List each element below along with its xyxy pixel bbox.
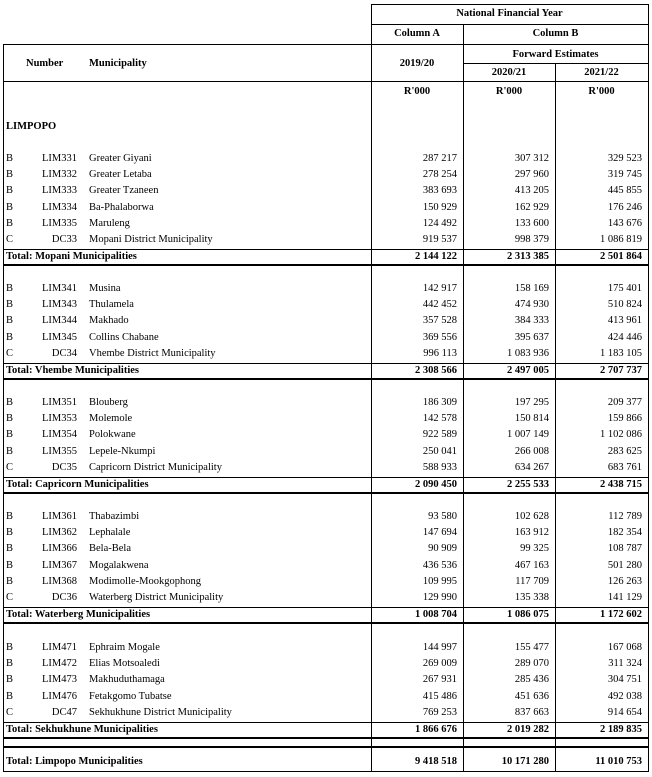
value-2020-21: 1 086 075 (507, 609, 549, 620)
category-cell: B (6, 560, 14, 571)
municipality-number: LIM354 (42, 429, 77, 440)
value-2020-21: 413 205 (514, 185, 549, 196)
header-bottom-border (3, 81, 648, 82)
municipality-number: DC47 (51, 707, 77, 718)
category-cell: B (6, 429, 14, 440)
value-2020-21: 1 007 149 (507, 429, 549, 440)
value-2020-21: 2 019 282 (507, 724, 549, 735)
value-2020-21: 998 379 (514, 234, 549, 245)
year-b2-header: 2021/22 (584, 67, 619, 78)
total-top-border (3, 477, 648, 478)
group-total-label: Total: Waterberg Municipalities (6, 609, 151, 620)
municipality-name: Vhembe District Municipality (89, 348, 216, 359)
category-cell: B (6, 202, 14, 213)
group-total-label: Total: Sekhukhune Municipalities (6, 724, 158, 735)
value-2019-20: 769 253 (422, 707, 457, 718)
value-2020-21: 2 255 533 (507, 479, 549, 490)
municipality-number: LIM334 (42, 202, 77, 213)
allocation-table (3, 4, 648, 772)
value-2019-20: 278 254 (422, 169, 457, 180)
value-2020-21: 384 333 (514, 315, 549, 326)
total-top-border (3, 249, 648, 250)
category-cell: B (6, 218, 14, 229)
category-cell: C (6, 707, 14, 718)
column-b-header: Column B (532, 28, 579, 39)
value-2020-21: 451 636 (514, 691, 549, 702)
municipality-number: DC35 (51, 462, 77, 473)
municipality-name: Maruleng (89, 218, 130, 229)
value-2019-20: 415 486 (422, 691, 457, 702)
value-2021-22: 176 246 (607, 202, 642, 213)
value-2020-21: 150 814 (514, 413, 549, 424)
category-cell: B (6, 299, 14, 310)
municipality-number: LIM355 (42, 446, 77, 457)
bottom-border (3, 771, 648, 772)
value-2021-22: 1 086 819 (600, 234, 642, 245)
category-cell: B (6, 674, 14, 685)
value-2021-22: 319 745 (607, 169, 642, 180)
header-divider (371, 24, 648, 25)
total-bottom-border (3, 737, 648, 739)
municipality-number: LIM473 (42, 674, 77, 685)
national-financial-year-header: National Financial Year (456, 8, 563, 19)
value-2019-20: 186 309 (422, 397, 457, 408)
value-2019-20: 267 931 (422, 674, 457, 685)
municipality-name: Molemole (89, 413, 133, 424)
municipality-name: Musina (89, 283, 121, 294)
value-2019-20: 588 933 (422, 462, 457, 473)
value-2020-21: 99 325 (520, 543, 549, 554)
municipality-number: LIM476 (42, 691, 77, 702)
category-cell: B (6, 543, 14, 554)
value-2019-20: 129 990 (422, 592, 457, 603)
municipality-number: DC34 (51, 348, 77, 359)
value-2021-22: 182 354 (607, 527, 642, 538)
value-2021-22: 914 654 (607, 707, 642, 718)
value-2019-20: 357 528 (422, 315, 457, 326)
category-cell: B (6, 527, 14, 538)
value-2019-20: 2 090 450 (415, 479, 457, 490)
municipality-number: LIM367 (42, 560, 77, 571)
total-top-border (3, 607, 648, 608)
group-total-label: Total: Mopani Municipalities (6, 251, 137, 262)
value-2019-20: 383 693 (422, 185, 457, 196)
category-cell: C (6, 462, 14, 473)
total-bottom-border (3, 492, 648, 494)
municipality-number: LIM332 (42, 169, 77, 180)
municipality-name: Greater Giyani (89, 153, 152, 164)
value-2019-20: 142 578 (422, 413, 457, 424)
value-2021-22: 159 866 (607, 413, 642, 424)
category-cell: B (6, 691, 14, 702)
value-2019-20: 436 536 (422, 560, 457, 571)
municipality-name: Lepele-Nkumpi (89, 446, 156, 457)
right-border (648, 4, 649, 772)
municipality-name: Capricorn District Municipality (89, 462, 222, 473)
value-2021-22: 2 189 835 (600, 724, 642, 735)
value-2021-22: 1 172 602 (600, 609, 642, 620)
category-cell: B (6, 446, 14, 457)
municipality-name: Bela-Bela (89, 543, 131, 554)
value-2021-22: 445 855 (607, 185, 642, 196)
value-2020-21: 634 267 (514, 462, 549, 473)
value-2021-22: 510 824 (607, 299, 642, 310)
value-2021-22: 501 280 (607, 560, 642, 571)
municipality-name: Makhuduthamaga (89, 674, 165, 685)
value-2021-22: 141 129 (607, 592, 642, 603)
value-2021-22: 112 789 (608, 511, 642, 522)
category-cell: B (6, 642, 14, 653)
municipality-name: Ephraim Mogale (89, 642, 160, 653)
value-2019-20: 150 929 (422, 202, 457, 213)
value-2021-22: 143 676 (607, 218, 642, 229)
municipality-number: LIM333 (42, 185, 77, 196)
value-2020-21: 837 663 (514, 707, 549, 718)
value-2019-20: 269 009 (422, 658, 457, 669)
municipality-number: LIM341 (42, 283, 77, 294)
column-b2-left-border (555, 63, 556, 772)
value-2019-20: 9 418 518 (415, 756, 457, 767)
value-2019-20: 2 144 122 (415, 251, 457, 262)
category-cell: B (6, 332, 14, 343)
municipality-name: Modimolle-Mookgophong (89, 576, 201, 587)
main-header-border (3, 44, 648, 45)
category-cell: B (6, 658, 14, 669)
value-2019-20: 109 995 (422, 576, 457, 587)
municipality-number: LIM361 (42, 511, 77, 522)
value-2020-21: 133 600 (514, 218, 549, 229)
group-total-label: Total: Vhembe Municipalities (6, 365, 140, 376)
column-a-left-border (371, 4, 372, 772)
municipality-number: LIM368 (42, 576, 77, 587)
value-2021-22: 1 102 086 (600, 429, 642, 440)
number-header: Number (26, 58, 64, 69)
value-2020-21: 163 912 (514, 527, 549, 538)
category-cell: B (6, 397, 14, 408)
unit-label-b2: R'000 (588, 86, 615, 97)
forward-estimates-header: Forward Estimates (512, 49, 599, 60)
year-a-header: 2019/20 (399, 58, 435, 69)
value-2020-21: 2 497 005 (507, 365, 549, 376)
value-2021-22: 108 787 (607, 543, 642, 554)
municipality-name: Fetakgomo Tubatse (89, 691, 172, 702)
left-border (3, 44, 4, 772)
total-bottom-border (3, 622, 648, 624)
municipality-number: LIM345 (42, 332, 77, 343)
value-2021-22: 2 707 737 (600, 365, 642, 376)
value-2021-22: 413 961 (607, 315, 642, 326)
value-2020-21: 307 312 (514, 153, 549, 164)
category-cell: B (6, 169, 14, 180)
municipality-name: Blouberg (89, 397, 128, 408)
municipality-number: DC33 (51, 234, 77, 245)
year-b1-header: 2020/21 (491, 67, 527, 78)
group-total-label: Total: Capricorn Municipalities (6, 479, 149, 490)
value-2019-20: 442 452 (422, 299, 457, 310)
value-2021-22: 492 038 (607, 691, 642, 702)
value-2019-20: 250 041 (422, 446, 457, 457)
value-2019-20: 922 589 (422, 429, 457, 440)
total-top-border (3, 363, 648, 364)
value-2021-22: 304 751 (607, 674, 642, 685)
value-2021-22: 175 401 (607, 283, 642, 294)
value-2019-20: 919 537 (422, 234, 457, 245)
province-heading: LIMPOPO (6, 121, 57, 132)
municipality-name: Greater Letaba (89, 169, 152, 180)
value-2021-22: 126 263 (607, 576, 642, 587)
municipality-number: LIM353 (42, 413, 77, 424)
value-2020-21: 2 313 385 (507, 251, 549, 262)
municipality-number: LIM331 (42, 153, 77, 164)
municipality-name: Waterberg District Municipality (89, 592, 224, 603)
value-2019-20: 2 308 566 (415, 365, 457, 376)
municipality-name: Ba-Phalaborwa (89, 202, 154, 213)
value-2020-21: 285 436 (514, 674, 549, 685)
value-2021-22: 311 324 (608, 658, 642, 669)
category-cell: B (6, 153, 14, 164)
value-2020-21: 158 169 (514, 283, 549, 294)
category-cell: B (6, 283, 14, 294)
value-2020-21: 395 637 (514, 332, 549, 343)
municipality-number: LIM335 (42, 218, 77, 229)
municipality-number: LIM344 (42, 315, 77, 326)
value-2019-20: 90 909 (428, 543, 457, 554)
municipality-name: Thulamela (89, 299, 134, 310)
value-2019-20: 144 997 (422, 642, 457, 653)
value-2019-20: 142 917 (422, 283, 457, 294)
value-2019-20: 147 694 (422, 527, 457, 538)
category-cell: C (6, 348, 14, 359)
value-2020-21: 266 008 (514, 446, 549, 457)
municipality-number: LIM362 (42, 527, 77, 538)
value-2019-20: 369 556 (422, 332, 457, 343)
municipality-name: Mogalakwena (89, 560, 149, 571)
value-2020-21: 135 338 (514, 592, 549, 603)
value-2019-20: 124 492 (422, 218, 457, 229)
municipality-name: Polokwane (89, 429, 136, 440)
value-2021-22: 1 183 105 (600, 348, 642, 359)
municipality-number: LIM366 (42, 543, 77, 554)
value-2020-21: 474 930 (514, 299, 549, 310)
category-cell: B (6, 185, 14, 196)
value-2021-22: 329 523 (607, 153, 642, 164)
municipality-name: Sekhukhune District Municipality (89, 707, 232, 718)
unit-label-a: R'000 (403, 86, 431, 97)
municipality-number: DC36 (51, 592, 77, 603)
value-2020-21: 289 070 (514, 658, 549, 669)
value-2019-20: 1 866 676 (415, 724, 457, 735)
municipality-name: Elias Motsoaledi (89, 658, 160, 669)
municipality-number: LIM351 (42, 397, 77, 408)
municipality-name: Thabazimbi (89, 511, 140, 522)
category-cell: C (6, 234, 14, 245)
municipality-name: Greater Tzaneen (89, 185, 159, 196)
category-cell: C (6, 592, 14, 603)
value-2020-21: 102 628 (514, 511, 549, 522)
unit-label-b1: R'000 (495, 86, 523, 97)
municipality-number: LIM343 (42, 299, 77, 310)
column-b-left-border (463, 24, 464, 772)
municipality-header: Municipality (89, 58, 147, 69)
column-a-header: Column A (394, 28, 440, 39)
value-2021-22: 2 501 864 (600, 251, 642, 262)
value-2021-22: 283 625 (607, 446, 642, 457)
value-2021-22: 167 068 (607, 642, 642, 653)
value-2021-22: 209 377 (607, 397, 642, 408)
value-2021-22: 2 438 715 (600, 479, 642, 490)
value-2019-20: 1 008 704 (415, 609, 457, 620)
category-cell: B (6, 511, 14, 522)
total-bottom-border (3, 264, 648, 266)
value-2020-21: 162 929 (514, 202, 549, 213)
value-2021-22: 683 761 (607, 462, 642, 473)
municipality-name: Lephalale (89, 527, 131, 538)
value-2021-22: 11 010 753 (595, 756, 642, 767)
grand-total-top-border (3, 746, 648, 748)
municipality-name: Mopani District Municipality (89, 234, 213, 245)
municipality-name: Makhado (89, 315, 129, 326)
value-2019-20: 93 580 (428, 511, 457, 522)
value-2020-21: 197 295 (514, 397, 549, 408)
total-top-border (3, 722, 648, 723)
category-cell: B (6, 315, 14, 326)
municipality-number: LIM471 (42, 642, 77, 653)
municipality-number: LIM472 (42, 658, 77, 669)
value-2019-20: 996 113 (423, 348, 457, 359)
value-2020-21: 1 083 936 (507, 348, 549, 359)
value-2020-21: 155 477 (514, 642, 549, 653)
value-2019-20: 287 217 (422, 153, 457, 164)
value-2021-22: 424 446 (607, 332, 642, 343)
grand-total-label: Total: Limpopo Municipalities (6, 756, 143, 767)
category-cell: B (6, 576, 14, 587)
value-2020-21: 297 960 (514, 169, 549, 180)
total-bottom-border (3, 378, 648, 380)
header-top-border (371, 4, 648, 5)
municipality-name: Collins Chabane (89, 332, 159, 343)
value-2020-21: 10 171 280 (501, 756, 549, 767)
category-cell: B (6, 413, 14, 424)
value-2020-21: 117 709 (515, 576, 549, 587)
value-2020-21: 467 163 (514, 560, 549, 571)
